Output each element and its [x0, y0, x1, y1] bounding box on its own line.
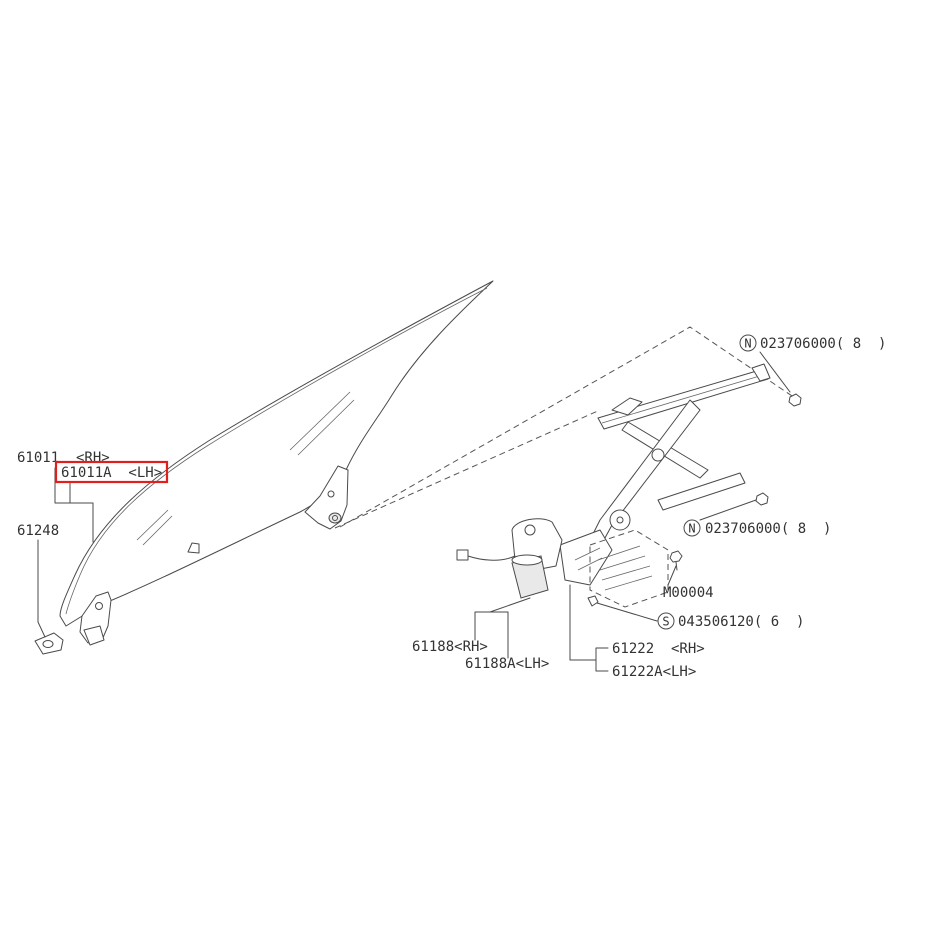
leader-bolt [668, 566, 676, 585]
nut-top[interactable] [789, 394, 801, 406]
window-regulator[interactable] [560, 364, 770, 585]
label-bolt[interactable]: M00004 [663, 585, 714, 601]
label-screw-group[interactable] [658, 613, 804, 630]
gear-housing-outline [590, 530, 668, 607]
label-screw[interactable]: 043506120( 6 ) [678, 614, 805, 630]
window-motor[interactable] [457, 519, 562, 598]
assembly-line-lower [335, 410, 600, 528]
glass-stopper [188, 543, 199, 553]
label-nut-mid-group[interactable] [684, 520, 831, 537]
label-clip[interactable]: 61248 [17, 523, 60, 539]
glass-reflection-lower [137, 510, 172, 545]
label-motor-rh[interactable]: 61188<RH> [412, 639, 488, 655]
nut-mid[interactable] [756, 493, 768, 505]
motor-connector [457, 550, 468, 560]
glass-clip[interactable] [35, 633, 63, 654]
label-motor-lh[interactable]: 61188A<LH> [465, 656, 550, 672]
glass-edge-line [66, 288, 487, 614]
leader-nut-mid [700, 500, 756, 520]
symbol-n-top: N [744, 336, 752, 351]
symbol-s: S [662, 614, 670, 629]
label-glass-rh[interactable]: 61011 <RH> [17, 450, 110, 466]
label-glass-lh[interactable]: 61011A <LH> [61, 465, 163, 481]
motor-wire [468, 556, 515, 560]
door-glass[interactable] [60, 281, 493, 626]
screw[interactable] [588, 596, 598, 606]
leader-screw [597, 603, 657, 621]
leader-clip [38, 540, 45, 637]
label-nut-mid[interactable]: 023706000( 8 ) [705, 521, 832, 537]
regulator-lower-rail [658, 473, 745, 510]
glass-reflection-upper [290, 392, 354, 455]
label-regulator-rh[interactable]: 61222 <RH> [612, 641, 705, 657]
label-regulator-lh[interactable]: 61222A<LH> [612, 664, 697, 680]
label-nut-top-group[interactable] [740, 335, 886, 352]
regulator-sector-gear [610, 510, 630, 530]
glass-rear-bracket [80, 592, 111, 645]
glass-outline [60, 281, 493, 626]
assembly-line-upper [340, 327, 795, 527]
symbol-n-mid: N [688, 521, 696, 536]
label-nut-top[interactable]: 023706000( 8 ) [760, 336, 887, 352]
regulator-pivot [652, 449, 664, 461]
glass-front-bracket [305, 466, 348, 529]
